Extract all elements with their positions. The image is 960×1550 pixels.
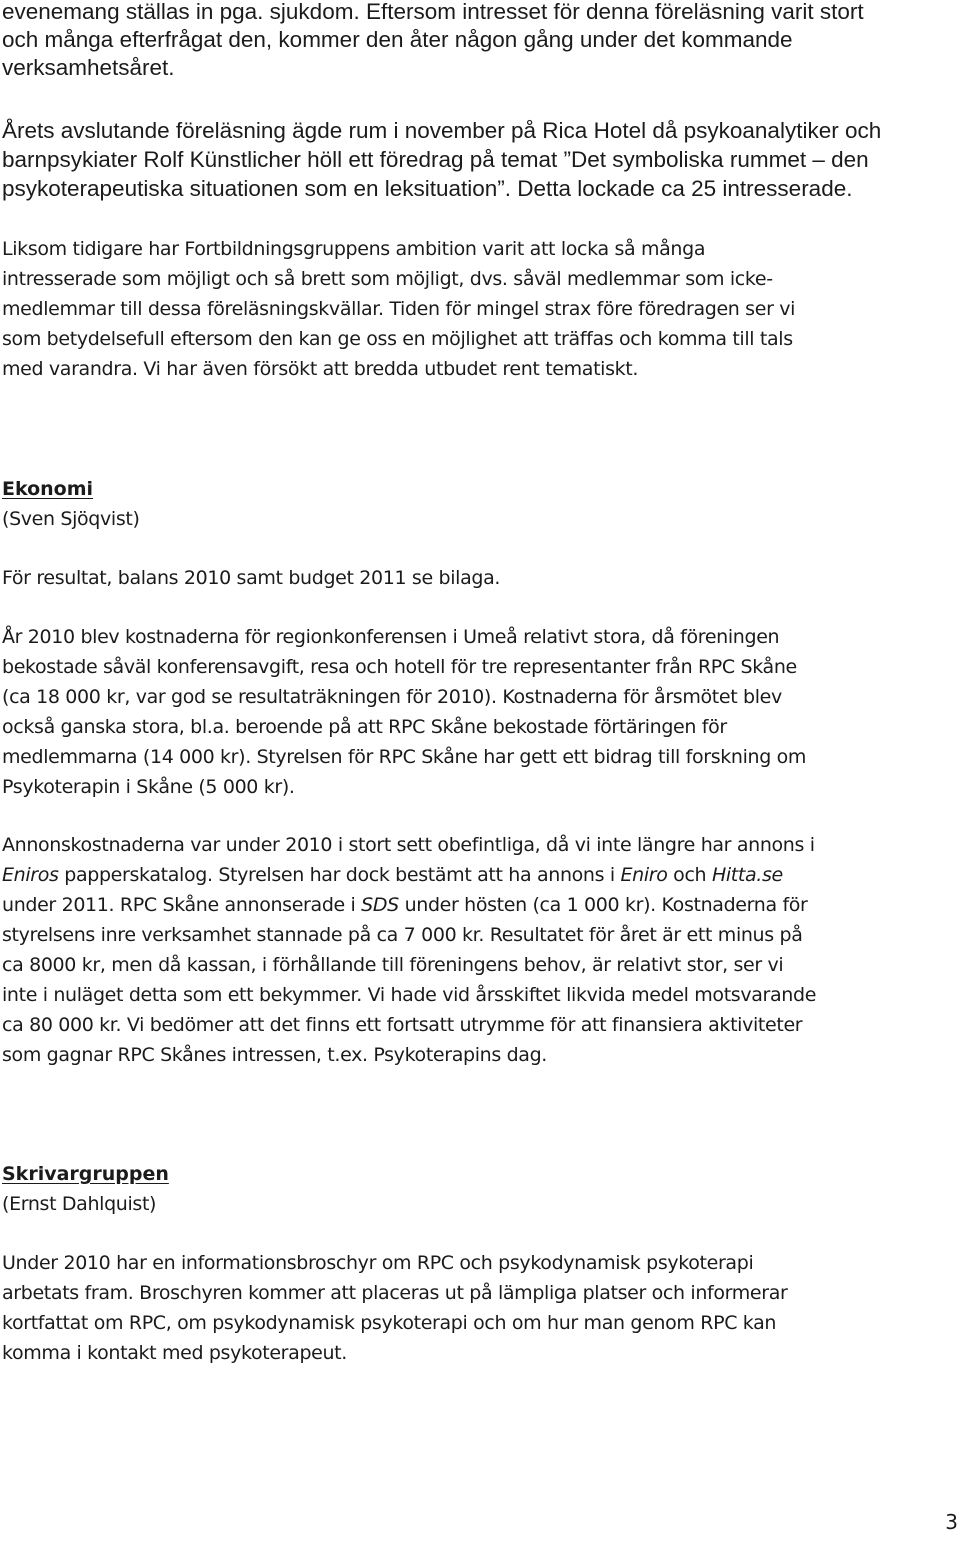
text-line: arbetats fram. Broschyren kommer att placeras ut på lämpliga platser och informerar <box>2 1282 788 1304</box>
text-line: och många efterfrågat den, kommer den åter någon gång under det kommande <box>2 27 793 52</box>
text-line: Psykoterapin i Skåne (5 000 kr). <box>2 776 295 798</box>
ekonomi-author: (Sven Sjöqvist) <box>2 508 140 530</box>
text-line: (ca 18 000 kr, var god se resultaträkningen för 2010). Kostnaderna för årsmötet blev <box>2 686 782 708</box>
text-line: också ganska stora, bl.a. beroende på att RPC Skåne bekostade förtäringen för <box>2 716 727 738</box>
text-line: ca 8000 kr, men då kassan, i förhållande till föreningens behov, är relativt stor, ser vi <box>2 954 784 976</box>
text-line: verksamhetsåret. <box>2 55 175 80</box>
ekonomi-costs-paragraph <box>2 622 952 802</box>
text-line: bekostade såväl konferensavgift, resa och hotell för tre representanter från RPC Skåne <box>2 656 797 678</box>
text-line: komma i kontakt med psykoterapeut. <box>2 1342 347 1364</box>
text-line: ca 80 000 kr. Vi bedömer att det finns ett fortsatt utrymme för att finansiera aktiviteter <box>2 1014 803 1036</box>
ekonomi-ads-paragraph <box>2 830 952 1070</box>
text-line: Annonskostnaderna var under 2010 i stort sett obefintliga, då vi inte längre har annons i <box>2 834 815 856</box>
text-line: inte i nuläget detta som ett bekymmer. Vi hade vid årsskiftet likvida medel motsvarande <box>2 984 817 1006</box>
text-span: under 2011. RPC Skåne annonserade i <box>2 894 362 916</box>
ekonomi-results: För resultat, balans 2010 samt budget 2011 se bilaga. <box>2 567 501 589</box>
text-line: som betydelsefull eftersom den kan ge oss en möjlighet att träffas och komma till tals <box>2 328 793 350</box>
text-line: Under 2010 har en informationsbroschyr om RPC och psykodynamisk psykoterapi <box>2 1252 754 1274</box>
skrivargruppen-paragraph <box>2 1248 952 1368</box>
sds-italic: SDS <box>361 894 399 916</box>
lecture-paragraph <box>2 116 952 203</box>
text-line: medlemmar till dessa föreläsningskvällar. Tiden för mingel strax före föredragen ser vi <box>2 298 796 320</box>
text-span: papperskatalog. Styrelsen har dock bestämt att ha annons i <box>58 864 621 886</box>
text-line: styrelsens inre verksamhet stannade på ca 7 000 kr. Resultatet för året är ett minus på <box>2 924 803 946</box>
text-line: Årets avslutande föreläsning ägde rum i november på Rica Hotel då psykoanalytiker och <box>2 118 882 143</box>
skrivargruppen-author: (Ernst Dahlquist) <box>2 1193 157 1215</box>
ekonomi-heading: Ekonomi <box>2 478 94 500</box>
text-line: År 2010 blev kostnaderna för regionkonferensen i Umeå relativt stora, då föreningen <box>2 626 780 648</box>
text-line <box>2 860 952 890</box>
text-line: som gagnar RPC Skånes intressen, t.ex. Psykoterapins dag. <box>2 1044 547 1066</box>
text-line: kortfattat om RPC, om psykodynamisk psykoterapi och om hur man genom RPC kan <box>2 1312 777 1334</box>
text-line: intresserade som möjligt och så brett som möjligt, dvs. såväl medlemmar som icke- <box>2 268 773 290</box>
hitta-italic: Hitta.se <box>711 864 783 886</box>
page-number: 3 <box>945 1510 958 1534</box>
text-line: psykoterapeutiska situationen som en leksituation”. Detta lockade ca 25 intresserade. <box>2 176 853 201</box>
text-line <box>2 890 952 920</box>
text-line: barnpsykiater Rolf Künstlicher höll ett föredrag på temat ”Det symboliska rummet – den <box>2 147 869 172</box>
text-line: Liksom tidigare har Fortbildningsgruppens ambition varit att locka så många <box>2 238 706 260</box>
skrivargruppen-heading: Skrivargruppen <box>2 1163 169 1185</box>
text-line: evenemang ställas in pga. sjukdom. Eftersom intresset för denna föreläsning varit stort <box>2 0 864 24</box>
text-line: med varandra. Vi har även försökt att bredda utbudet rent tematiskt. <box>2 358 639 380</box>
eniros-italic: Eniros <box>2 864 59 886</box>
text-line: medlemmarna (14 000 kr). Styrelsen för RPC Skåne har gett ett bidrag till forskning om <box>2 746 807 768</box>
text-span: under hösten (ca 1 000 kr). Kostnaderna för <box>398 894 808 916</box>
intro-paragraph <box>2 0 952 82</box>
eniro-italic: Eniro <box>620 864 668 886</box>
text-span: och <box>667 864 712 886</box>
ambition-paragraph <box>2 234 952 384</box>
